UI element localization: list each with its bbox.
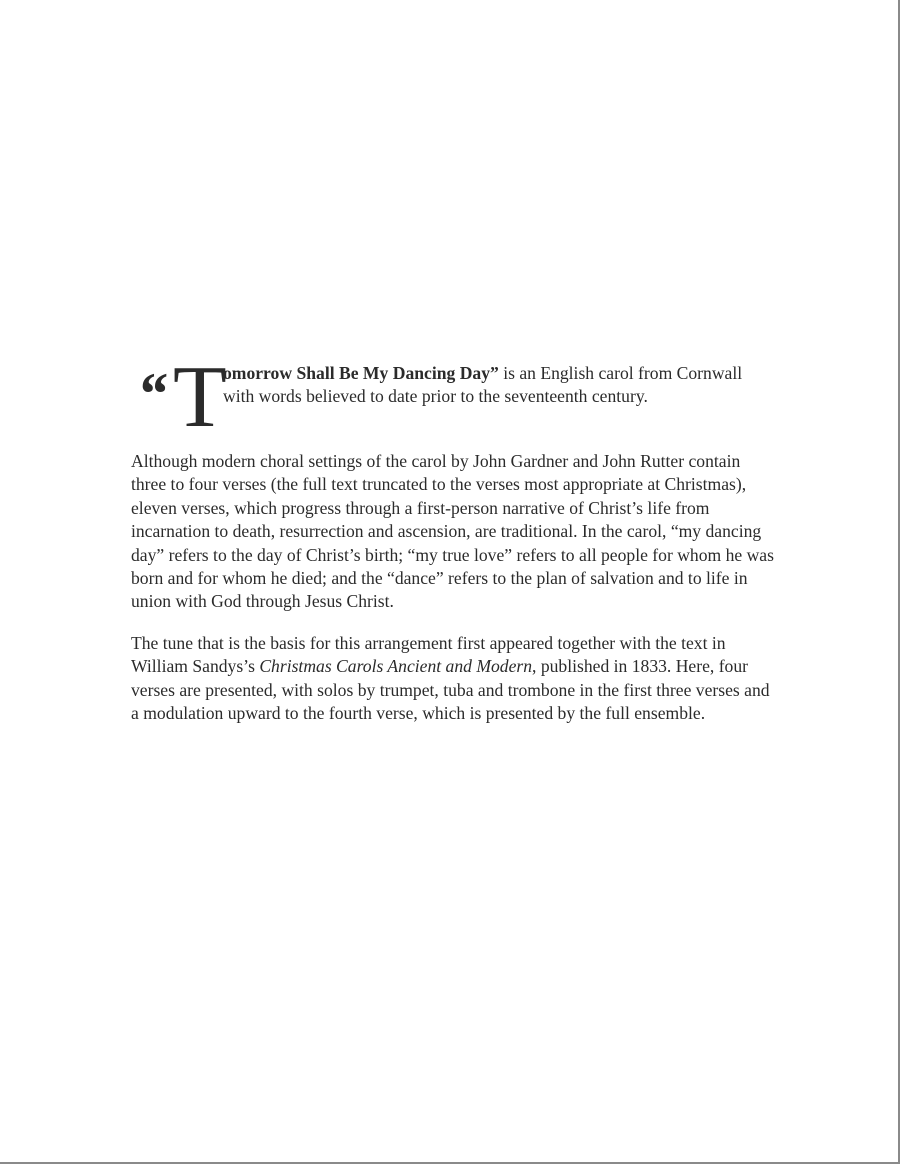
book-title: Christmas Carols Ancient and Modern [259, 656, 533, 677]
arrangement-paragraph [131, 632, 776, 726]
arrangement-text-after: , published in 1833. Here, four verses are presented, with solos by trumpet, tuba and trombone in the first three verses and a modulation upward to the fourth verse, which is presented by the full ensemble. [131, 656, 770, 724]
history-paragraph: Although modern choral settings of the carol by John Gardner and John Rutter contain three to four verses (the full text truncated to the verses most appropriate at Christmas), eleven verses, which progress through a first-person narrative of Christ’s life from incarnation to death, resurrection and ascension, are traditional. In the carol, “my dancing day” refers to the day of Christ’s birth; “my true love” refers to all people for whom he was born and for whom he died; and the “dance” refers to the plan of salvation and to life in union with God through Jesus Christ. [131, 451, 774, 612]
program-notes [131, 349, 776, 743]
drop-cap-letter: T [173, 349, 227, 446]
arrangement-text-before: The tune that is the basis for this arrangement first appeared together with the text in William Sandys’s [131, 632, 726, 677]
intro-text: is an English carol from Cornwall with words believed to date prior to the seventeenth century. [223, 363, 743, 407]
carol-title: omorrow Shall Be My Dancing Day” [223, 363, 499, 383]
opening-quote-mark: “ [137, 361, 167, 427]
intro-paragraph [131, 349, 776, 446]
